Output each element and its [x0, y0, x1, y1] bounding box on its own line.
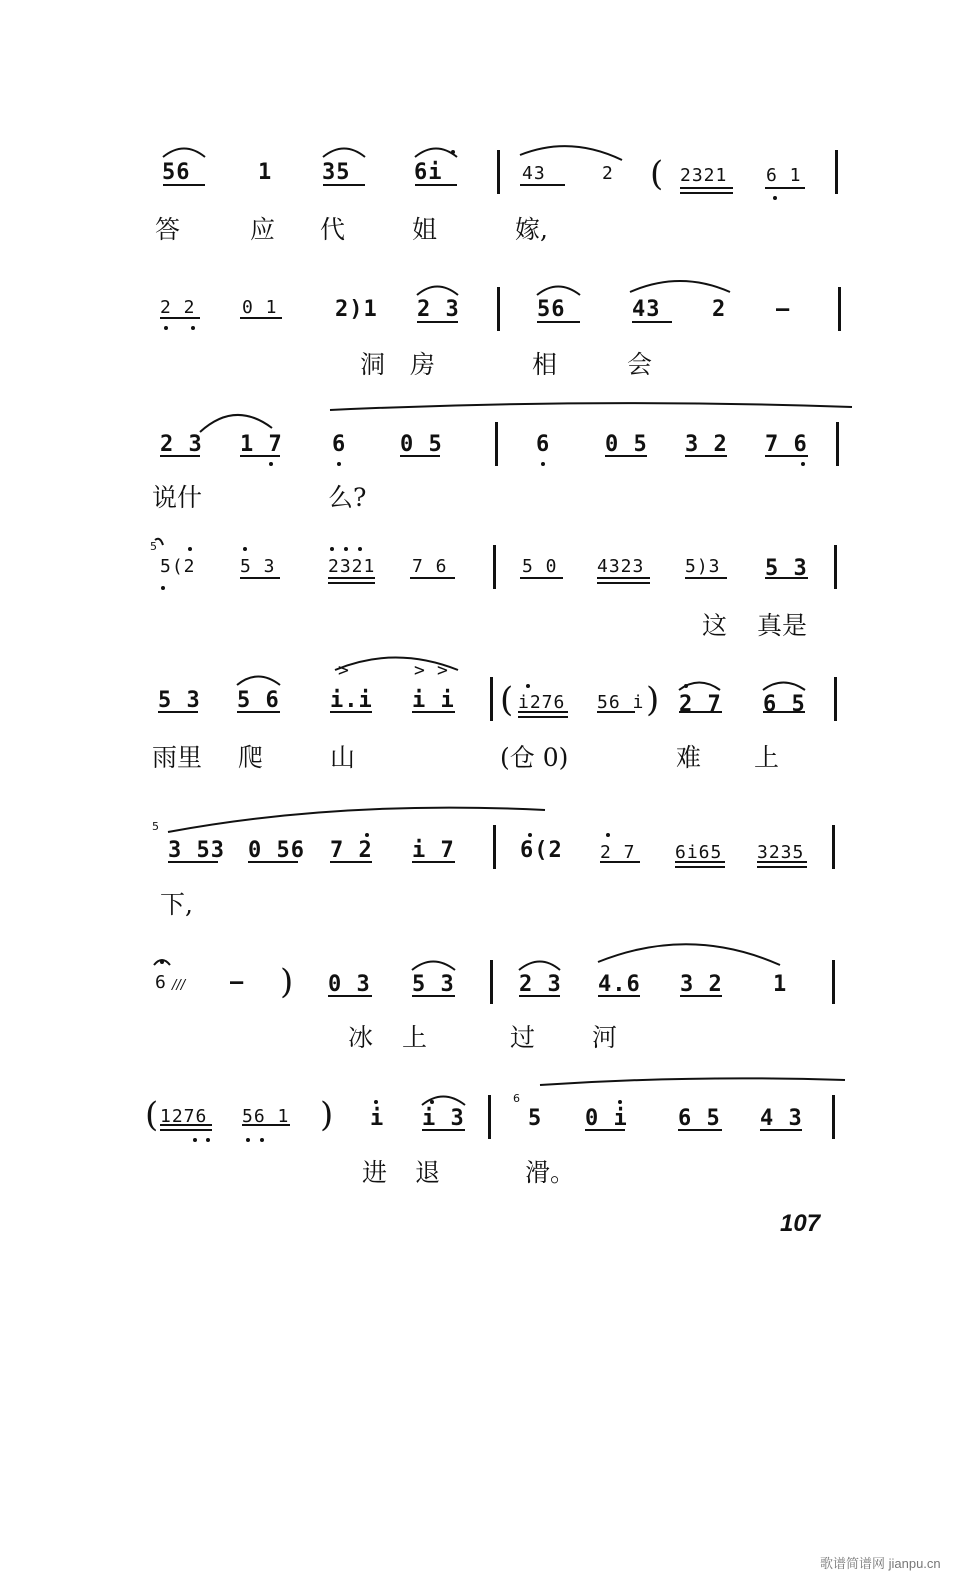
lyric: 嫁,	[515, 215, 548, 244]
barline	[493, 825, 496, 869]
note: 5	[528, 1106, 543, 1131]
lyric: 过	[510, 1023, 536, 1052]
note: 0 1	[242, 297, 278, 318]
lyric: 河	[592, 1023, 618, 1052]
lyric: 山	[330, 743, 356, 772]
note: 2)1	[335, 297, 378, 322]
lyric: 真是	[757, 611, 808, 640]
note: 6i65	[675, 842, 723, 863]
lyric: 下,	[160, 890, 193, 919]
note: 1 7	[240, 432, 283, 457]
note: 6 5	[763, 692, 806, 717]
note: 5 0	[522, 556, 558, 577]
lyric: 姐	[412, 215, 438, 244]
note: 2321	[328, 556, 376, 577]
note: 5 6	[237, 688, 280, 713]
note: 6i	[414, 160, 443, 185]
note: 6(2	[520, 838, 563, 863]
note: 43	[632, 297, 661, 322]
lyric: 么?	[328, 483, 367, 512]
note: 6	[536, 432, 551, 457]
paren-open: (	[145, 1095, 159, 1135]
slur	[417, 287, 458, 296]
barline	[838, 287, 841, 331]
note: 4 3	[760, 1106, 803, 1131]
barline	[834, 677, 837, 721]
slur	[598, 944, 780, 965]
note: 4.6	[598, 972, 641, 997]
slur	[763, 683, 805, 691]
lyric: 上	[402, 1023, 428, 1052]
paren-close: )	[280, 962, 294, 1002]
grace-note: 5	[152, 820, 159, 833]
note: 1276	[160, 1106, 208, 1127]
accent-mark: >	[338, 660, 350, 681]
grace-note: 6	[513, 1092, 520, 1105]
lyric: 这	[702, 611, 728, 640]
note: 2 2	[160, 297, 196, 318]
note: 5 3	[765, 556, 808, 581]
note: 0 56	[248, 838, 305, 863]
note: 56 1	[242, 1106, 290, 1127]
note: 5 3	[158, 688, 201, 713]
slur	[200, 415, 272, 432]
accent-mark: >	[414, 660, 426, 681]
lyric: 爬	[238, 743, 264, 772]
paren-close: )	[320, 1095, 334, 1135]
lyric: 房	[410, 350, 436, 379]
note: 6	[332, 432, 347, 457]
note: 3 53	[168, 838, 225, 863]
watermark: 歌谱简谱网 jianpu.cn	[820, 1556, 941, 1571]
tremolo-mark: ///	[172, 978, 186, 993]
slur	[537, 287, 580, 296]
note: 2 3	[160, 432, 203, 457]
note: 1	[773, 972, 788, 997]
paren-close: )	[646, 680, 660, 720]
barline	[488, 1095, 491, 1139]
note: 56 i	[597, 692, 645, 713]
lyric: 相	[532, 350, 558, 379]
note: 2	[712, 297, 727, 322]
barline	[495, 422, 498, 466]
note: 0 5	[400, 432, 443, 457]
note: i	[370, 1106, 385, 1131]
note: 3 2	[680, 972, 723, 997]
note: 7 6	[765, 432, 808, 457]
note: i i	[412, 688, 455, 713]
note: 5)3	[685, 556, 721, 577]
lyric: 上	[754, 743, 780, 772]
slur	[415, 149, 457, 158]
lyric: (仓 0)	[500, 743, 569, 772]
slur	[168, 808, 545, 832]
slur	[520, 146, 622, 160]
slur	[630, 281, 730, 292]
note: 4323	[597, 556, 645, 577]
lyric: 冰	[348, 1023, 374, 1052]
note: 35	[322, 160, 351, 185]
note: 2	[602, 163, 614, 184]
lyric: 会	[627, 350, 653, 379]
note: 2 7	[679, 692, 722, 717]
slur	[237, 677, 280, 686]
dash: —	[230, 970, 245, 995]
slur	[163, 149, 205, 158]
slur	[323, 149, 365, 158]
lyric: 退	[415, 1158, 441, 1187]
barline	[490, 677, 493, 721]
barline	[832, 960, 835, 1004]
barline	[835, 150, 838, 194]
note: 0 i	[585, 1106, 628, 1131]
note: 0 3	[328, 972, 371, 997]
lyric: 应	[250, 215, 276, 244]
paren-open: (	[650, 154, 664, 194]
slur	[422, 1097, 465, 1106]
lyric: 滑。	[525, 1158, 576, 1187]
barline	[497, 150, 500, 194]
barline	[832, 825, 835, 869]
tie-line	[540, 1078, 845, 1085]
note: 56	[162, 160, 191, 185]
note: 43	[522, 163, 546, 184]
note: 56	[537, 297, 566, 322]
note: 6 5	[678, 1106, 721, 1131]
barline	[836, 422, 839, 466]
barline	[834, 545, 837, 589]
lyric: 说什	[152, 483, 203, 512]
dash: —	[776, 297, 791, 322]
lyric: 洞	[360, 350, 386, 379]
note: 2 7	[600, 842, 636, 863]
tie-line	[330, 403, 852, 410]
note: i 7	[412, 838, 455, 863]
slur	[519, 962, 560, 971]
note: 7 2	[330, 838, 373, 863]
barline	[493, 545, 496, 589]
lyric: 代	[320, 215, 346, 244]
barline	[490, 960, 493, 1004]
note: 5(2	[160, 556, 196, 577]
note: i.i	[330, 688, 373, 713]
slur	[412, 962, 455, 971]
note: i276	[518, 692, 566, 713]
barline	[497, 287, 500, 331]
accent-mark: >	[437, 660, 449, 681]
grace-note: 5	[150, 540, 157, 553]
barline	[832, 1095, 835, 1139]
note-fermata: 6	[155, 972, 167, 993]
note: 2 3	[417, 297, 460, 322]
note: 0 5	[605, 432, 648, 457]
note: 2 3	[519, 972, 562, 997]
lyric: 难	[676, 743, 702, 772]
page-number: 107	[780, 1210, 821, 1237]
note: i 3	[422, 1106, 465, 1131]
paren-open: (	[500, 680, 514, 720]
lyric: 进	[362, 1158, 388, 1187]
note: 3235	[757, 842, 805, 863]
note: 3 2	[685, 432, 728, 457]
note: 5 3	[412, 972, 455, 997]
lyric: 答	[155, 215, 181, 244]
lyric: 雨里	[152, 743, 203, 772]
note: 5 3	[240, 556, 276, 577]
note: 2321	[680, 165, 728, 186]
note: 6 1	[766, 165, 802, 186]
note: 7 6	[412, 556, 448, 577]
note: 1	[258, 160, 273, 185]
